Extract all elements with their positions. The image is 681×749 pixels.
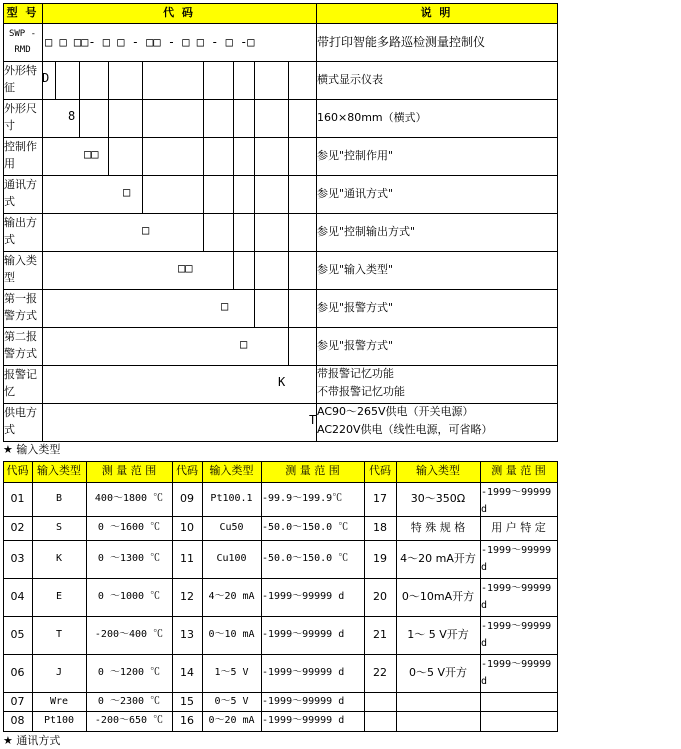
table2-value: Cu100 [216, 553, 247, 564]
row-description: 参见"控制作用" [317, 149, 394, 162]
table2-value: Pt100.1 [210, 493, 253, 504]
code-divider [142, 99, 143, 137]
divider [42, 175, 43, 213]
table1-header-label: 型 号 [6, 6, 39, 19]
table1-row [3, 61, 558, 100]
table1-row [3, 289, 558, 328]
table2-header-label: 代码 [369, 464, 391, 477]
row-label: 第二报警方式 [4, 330, 37, 360]
code-divider [288, 289, 289, 327]
table2-header-label: 测 量 范 围 [101, 464, 157, 477]
table2-value: T [55, 629, 63, 640]
table2-value: B [55, 493, 63, 504]
table1-row [3, 175, 558, 214]
row-description: 带报警记忆功能 [317, 367, 394, 380]
table2-value: -1999～99999 d [262, 591, 345, 602]
divider [42, 251, 43, 289]
code-divider [254, 137, 255, 175]
table1-row [3, 327, 558, 366]
row-code: D [42, 71, 50, 85]
row-code: □ [221, 299, 229, 313]
row-code: □□ [84, 147, 99, 161]
code-divider [108, 99, 109, 137]
table2-value: 05 [10, 628, 25, 641]
code-divider [142, 61, 143, 99]
table1-header-label: 代 码 [163, 6, 195, 19]
row-description: 参见"输入类型" [317, 263, 394, 276]
table2-cell [364, 692, 397, 712]
divider [42, 403, 43, 441]
table2-value: 16 [180, 714, 194, 727]
code-divider [55, 61, 56, 99]
table2-cell [480, 711, 558, 732]
table2-value: 用 户 特 定 [491, 521, 546, 534]
table2-cell [480, 692, 558, 712]
row-code: □ [240, 337, 248, 351]
code-divider [233, 99, 234, 137]
code-divider [142, 137, 143, 175]
model-name: SWP - RMD [8, 29, 37, 55]
divider [42, 99, 43, 137]
table2-value: 15 [180, 695, 194, 708]
row-code: □□ [178, 261, 193, 275]
code-divider [79, 61, 80, 99]
table2-value: 21 [373, 628, 387, 641]
table2-value: -1999～99999 d [262, 696, 345, 707]
table2-value: 06 [10, 666, 25, 679]
code-divider [288, 327, 289, 365]
row-label: 第一报警方式 [4, 292, 37, 322]
table2-value: 17 [373, 492, 387, 505]
section-comm-title: ★ 通讯方式 [3, 734, 61, 747]
table2-header-label: 测 量 范 围 [285, 464, 340, 477]
row-code: □ [142, 223, 150, 237]
row-description: 不带报警记忆功能 [317, 385, 405, 398]
table2-cell [396, 711, 481, 732]
code-divider [233, 137, 234, 175]
table2-value: J [55, 667, 63, 678]
code-divider [254, 289, 255, 327]
table2-value: 03 [10, 552, 25, 565]
code-divider [108, 61, 109, 99]
row-description: 160×80mm（横式） [317, 111, 427, 124]
divider [42, 23, 43, 61]
table2-header-label: 输入类型 [416, 464, 460, 477]
code-divider [79, 99, 80, 137]
code-divider [142, 175, 143, 213]
table2-value: 0 ～2300 ℃ [97, 696, 161, 707]
row-label: 外形尺寸 [4, 102, 37, 132]
row-description: 参见"通讯方式" [317, 187, 394, 200]
table2-value: 09 [180, 492, 194, 505]
table2-value: 07 [10, 695, 25, 708]
table2-value: -1999～99999 d [262, 629, 345, 640]
table2-value: -200～400 ℃ [94, 629, 164, 640]
code-divider [233, 213, 234, 251]
row-code: □ [123, 185, 131, 199]
divider [42, 137, 43, 175]
table2-value: -1999～99999 d [481, 545, 552, 573]
row-description: AC220V供电（线性电源，可省略） [317, 423, 493, 436]
table2-value: 0 ～1600 ℃ [97, 522, 161, 533]
code-divider [288, 175, 289, 213]
table2-cell [396, 692, 481, 712]
code-divider [288, 61, 289, 99]
divider [42, 213, 43, 251]
table2-value: -1999～99999 d [481, 583, 552, 611]
code-divider [254, 213, 255, 251]
table2-value: -50.0～150.0 ℃ [262, 522, 349, 533]
table2-value: 0～10 mA [208, 629, 255, 640]
table2-value: Pt100 [43, 715, 75, 726]
code-divider [108, 137, 109, 175]
table2-value: Wre [49, 696, 69, 707]
code-divider [288, 251, 289, 289]
table2-value: 19 [373, 552, 387, 565]
table2-value: 18 [373, 521, 387, 534]
table2-value: -1999～99999 d [262, 715, 345, 726]
table2-value: 0～5 V开方 [408, 666, 468, 679]
table2-value: 12 [180, 590, 194, 603]
table2-value: -1999～99999 d [262, 667, 345, 678]
table2-value: 30～350Ω [410, 492, 466, 505]
code-divider [203, 137, 204, 175]
row-label: 外形特征 [4, 64, 37, 94]
table2-value: 0～5 V [214, 696, 249, 707]
code-divider [288, 137, 289, 175]
table2-value: -1999～99999 d [481, 659, 552, 687]
row-label: 输入类型 [4, 254, 37, 284]
table2-value: S [55, 522, 63, 533]
table2-value: -99.9～199.9℃ [262, 493, 343, 504]
row-description: 参见"报警方式" [317, 339, 394, 352]
table2-value: 22 [373, 666, 387, 679]
table2-value: 1～5 V [214, 667, 249, 678]
table2-value: 4～20 mA开方 [400, 552, 476, 565]
table2-header-label: 测 量 范 围 [491, 464, 546, 477]
row-description: 横式显示仪表 [317, 73, 383, 86]
table2-value: 1～ 5 V开方 [407, 628, 469, 641]
code-divider [254, 99, 255, 137]
table2-value: 14 [180, 666, 194, 679]
table2-value: 0 ～1200 ℃ [97, 667, 161, 678]
table2-header-label: 输入类型 [37, 464, 81, 477]
divider [42, 289, 43, 327]
table2-value: K [55, 553, 63, 564]
code-pattern: □ □ □□- □ □ - □□ - □ □ - □ -□ [45, 35, 255, 49]
table2-value: 02 [10, 521, 25, 534]
table2-value: -200～650 ℃ [94, 715, 164, 726]
row-description: 参见"控制输出方式" [317, 225, 416, 238]
table2-value: 特 殊 规 格 [410, 521, 466, 534]
table2-value: 400～1800 ℃ [94, 493, 164, 504]
table2-value: -50.0～150.0 ℃ [262, 553, 349, 564]
table2-header-label: 代码 [176, 464, 198, 477]
table2-cell [364, 711, 397, 732]
table2-value: E [55, 591, 63, 602]
code-divider [254, 61, 255, 99]
code-divider [288, 213, 289, 251]
table2-value: 10 [180, 521, 194, 534]
row-label: 报警记忆 [4, 368, 37, 398]
row-description: AC90～265V供电（开关电源） [317, 405, 474, 418]
table2-value: 01 [10, 492, 25, 505]
code-divider [203, 61, 204, 99]
table2-value: 04 [10, 590, 25, 603]
table1-header-label: 说 明 [420, 6, 453, 19]
table2-value: Cu50 [219, 522, 244, 533]
table1-row [3, 213, 558, 252]
code-divider [233, 61, 234, 99]
table2-value: 4～20 mA [208, 591, 255, 602]
table2-value: -1999～99999 d [481, 621, 552, 649]
code-divider [233, 251, 234, 289]
code-divider [203, 175, 204, 213]
code-divider [288, 99, 289, 137]
model-description: 带打印智能多路巡检测量控制仪 [317, 35, 486, 49]
code-divider [233, 175, 234, 213]
table2-value: 0～10mA开方 [401, 590, 475, 603]
row-label: 输出方式 [4, 216, 37, 246]
table2-value: 13 [180, 628, 194, 641]
table2-value: 11 [180, 552, 194, 565]
section-input-title: ★ 输入类型 [3, 443, 61, 456]
table1-row [3, 251, 558, 290]
table2-value: 20 [373, 590, 387, 603]
row-label: 通讯方式 [4, 178, 37, 208]
table2-value: 0 ～1300 ℃ [97, 553, 161, 564]
row-description: 参见"报警方式" [317, 301, 394, 314]
row-label: 控制作用 [4, 140, 37, 170]
row-code: T [309, 413, 317, 427]
table2-value: 0～20 mA [208, 715, 255, 726]
row-label: 供电方式 [4, 406, 37, 436]
divider [42, 365, 43, 403]
table1-row [3, 99, 558, 138]
table2-value: 08 [10, 714, 25, 727]
code-divider [203, 99, 204, 137]
code-divider [254, 251, 255, 289]
code-divider [203, 213, 204, 251]
row-code: K [278, 375, 286, 389]
divider [42, 327, 43, 365]
table2-header-label: 输入类型 [209, 464, 254, 477]
table2-value: 0 ～1000 ℃ [97, 591, 161, 602]
table2-header-label: 代码 [6, 464, 29, 477]
table2-value: -1999～99999 d [481, 487, 552, 515]
row-code: 8 [68, 109, 76, 123]
code-divider [254, 175, 255, 213]
